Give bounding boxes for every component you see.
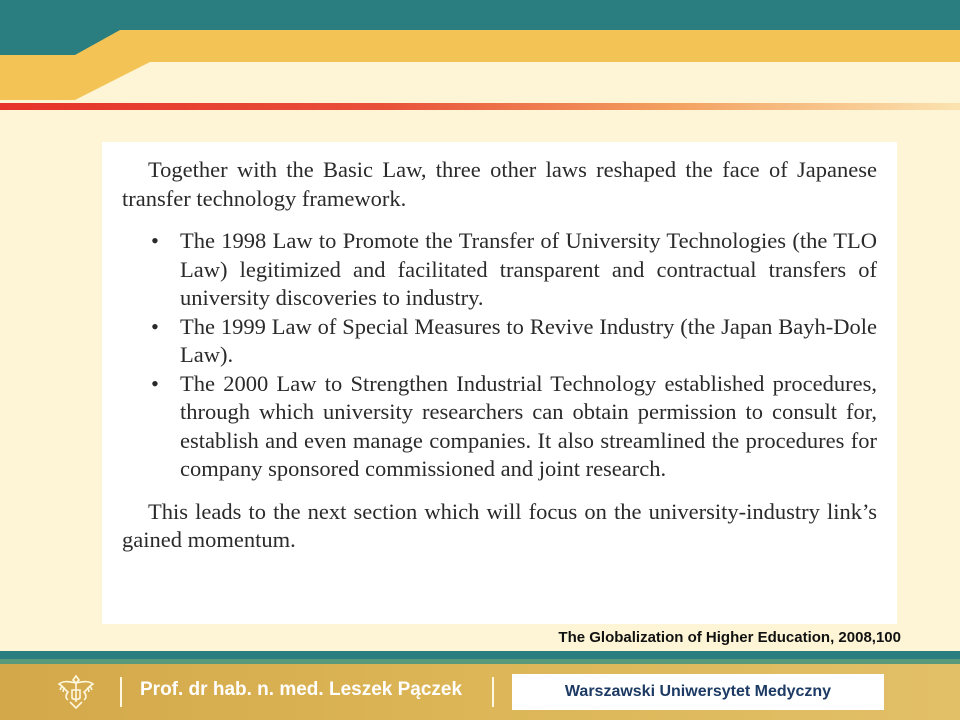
- law-list: [122, 227, 877, 484]
- header-red-rule: [0, 103, 960, 110]
- header-gold-band: [0, 30, 960, 100]
- footer-separator: [120, 677, 122, 707]
- closing-paragraph: This leads to the next section which will focus on the university-industry link’s gained momentum.: [122, 498, 877, 552]
- law-list-item-text: The 2000 Law to Strengthen Industrial Technology established procedures, through which university researchers can obtain permission to consult for, establish and even manage companies. It also streamlined the procedures for company sponsored commissioned and joint research.: [180, 370, 877, 481]
- law-list-item: [151, 227, 877, 313]
- document-excerpt: [102, 142, 897, 624]
- source-citation: The Globalization of Higher Education, 2008,100: [558, 629, 901, 646]
- university-name: Warszawski Uniwersytet Medyczny: [564, 683, 832, 700]
- eagle-emblem-icon: [54, 670, 98, 714]
- bullet-icon: •: [151, 313, 159, 339]
- law-list-item: [151, 370, 877, 484]
- document-text: [122, 156, 877, 555]
- law-list-item-text: The 1999 Law of Special Measures to Revive Industry (the Japan Bayh-Dole Law).: [180, 313, 877, 367]
- bullet-icon: •: [151, 228, 159, 253]
- bullet-icon: •: [151, 370, 159, 396]
- footer-separator: [492, 677, 494, 707]
- law-list-item-text: The 1998 Law to Promote the Transfer of University Technologies (the TLO Law) legitimized and facilitated transparent and contractual transfers of university discoveries to industry.: [180, 228, 877, 310]
- university-label-box: [512, 674, 884, 710]
- law-list-item: [151, 313, 877, 370]
- presenter-name: Prof. dr hab. n. med. Leszek Pączek: [140, 679, 463, 700]
- header-decoration: [0, 0, 960, 104]
- intro-paragraph: Together with the Basic Law, three other laws reshaped the face of Japanese transfer technology framework.: [122, 157, 877, 211]
